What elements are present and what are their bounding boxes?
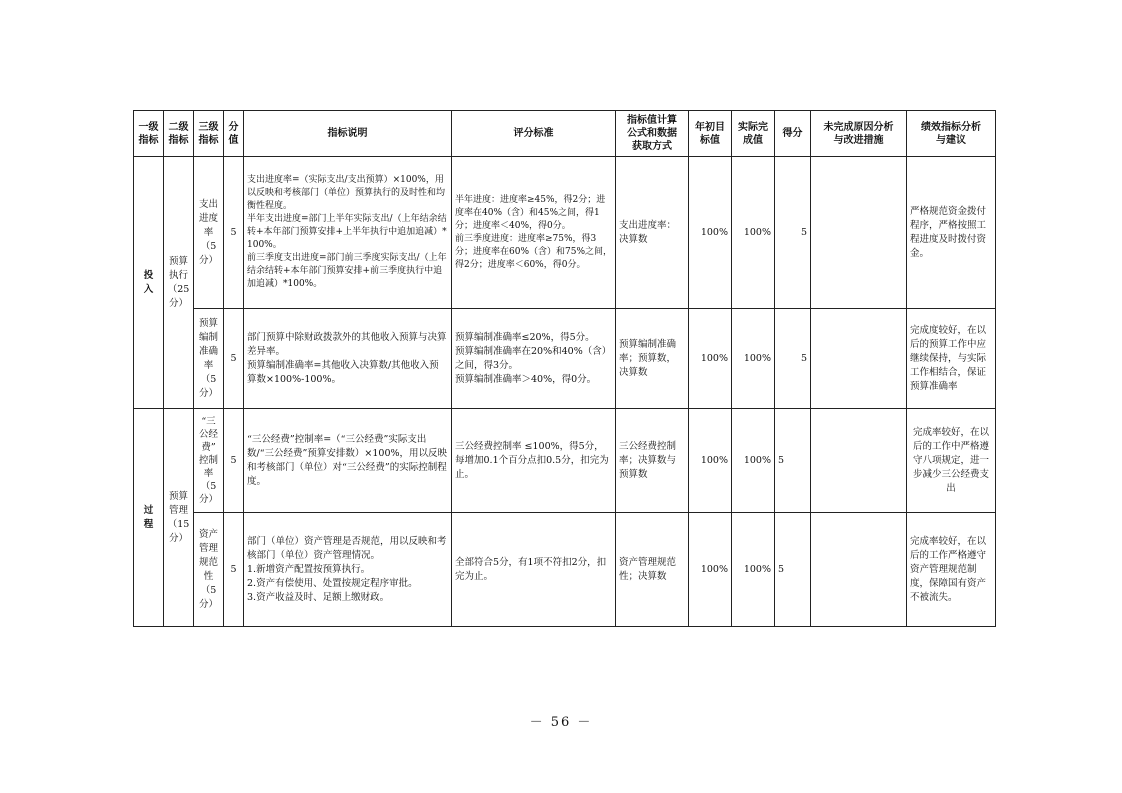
target-cell: 100% [689,157,732,309]
method-cell: 资产管理规范性；决算数 [616,513,689,627]
score-cell: 5 [775,157,811,309]
analysis-cell: 完成率较好，在以后的工作严格遵守资产管理规范制度，保障国有资产不被流失。 [907,513,996,627]
lvl2-cell: 预算 管理 （15 分） [164,409,194,627]
reason-cell [811,513,907,627]
analysis-cell: 完成率较好，在以后的工作中严格遵守八项规定，进一步减少三公经费支出 [907,409,996,513]
points-cell: 5 [224,409,244,513]
header-lvl3: 三级 指标 [194,111,224,157]
header-lvl1: 一级 指标 [134,111,164,157]
header-actual: 实际完 成值 [732,111,775,157]
method-cell: 三公经费控制率；决算数与预算数 [616,409,689,513]
points-cell: 5 [224,309,244,409]
desc-cell: 部门（单位）资产管理是否规范，用以反映和考核部门（单位）资产管理情况。 1.新增资产配置按预算执行。 2.资产有偿使用、处置按规定程序审批。 3.资产收益及时、足额上缴财政。 [244,513,452,627]
header-analysis: 绩效指标分析 与建议 [907,111,996,157]
reason-cell [811,157,907,309]
lvl3-cell: 支出 进度 率 （5 分） [194,157,224,309]
desc-cell: “三公经费”控制率=（“三公经费”实际支出数/“三公经费”预算安排数）×100%，用以反映和考核部门（单位）对“三公经费”的实际控制程度。 [244,409,452,513]
points-cell: 5 [224,513,244,627]
criteria-cell: 全部符合5分，有1项不符扣2分，扣完为止。 [452,513,616,627]
header-lvl2: 二级 指标 [164,111,194,157]
lvl3-cell: 资产 管理 规范 性 （5 分） [194,513,224,627]
reason-cell [811,309,907,409]
analysis-cell: 严格规范资金拨付程序，严格按照工程进度及时拨付资金。 [907,157,996,309]
header-desc: 指标说明 [244,111,452,157]
target-cell: 100% [689,409,732,513]
method-cell: 支出进度率：决算数 [616,157,689,309]
points-cell: 5 [224,157,244,309]
target-cell: 100% [689,513,732,627]
header-criteria: 评分标准 [452,111,616,157]
score-cell: 5 [775,513,811,627]
actual-cell: 100% [732,157,775,309]
header-method: 指标值计算 公式和数据 获取方式 [616,111,689,157]
header-target: 年初目 标值 [689,111,732,157]
table-row [134,409,996,513]
criteria-cell: 预算编制准确率≤20%，得5分。 预算编制准确率在20%和40%（含）之间，得3分。 预算编制准确率＞40%，得0分。 [452,309,616,409]
criteria-cell: 半年进度：进度率≥45%，得2分；进度率在40%（含）和45%之间，得1分；进度率＜40%，得0分。 前三季度进度：进度率≥75%，得3分；进度率在60%（含）和75%之间，得2分；进度率＜60%，得0分。 [452,157,616,309]
performance-indicator-table [133,110,996,627]
table-row [134,513,996,627]
score-cell: 5 [775,409,811,513]
header-score-value: 分 值 [224,111,244,157]
analysis-cell: 完成度较好，在以后的预算工作中应继续保持，与实际工作相结合，保证预算准确率 [907,309,996,409]
header-reason: 未完成原因分析 与改进措施 [811,111,907,157]
table-row [134,309,996,409]
lvl3-cell: 预算 编制 准确 率 （5 分） [194,309,224,409]
header-row [134,111,996,157]
method-cell: 预算编制准确率；预算数，决算数 [616,309,689,409]
actual-cell: 100% [732,513,775,627]
table-row [134,157,996,309]
performance-table-container [133,110,996,627]
desc-cell: 部门预算中除财政拨款外的其他收入预算与决算差异率。 预算编制准确率=其他收入决算数/其他收入预算数×100%-100%。 [244,309,452,409]
lvl3-cell: “三 公经 费” 控制 率 （5 分） [194,409,224,513]
score-cell: 5 [775,309,811,409]
page-number: － 56 － [529,715,593,730]
actual-cell: 100% [732,409,775,513]
criteria-cell: 三公经费控制率 ≤100%，得5分，每增加0.1个百分点扣0.5分，扣完为止。 [452,409,616,513]
desc-cell: 支出进度率=（实际支出/支出预算）×100%，用以反映和考核部门（单位）预算执行的及时性和均衡性程度。 半年支出进度=部门上半年实际支出/（上年结余结转+本年部门预算安排+上半年执行中追加追减）*100%。 前三季度支出进度=部门前三季度实际支出/（上年结余结转+本年部门预算安排+前三季度执行中追加追减）*100%。 [244,157,452,309]
target-cell: 100% [689,309,732,409]
actual-cell: 100% [732,309,775,409]
lvl2-cell: 预算 执行 （25 分） [164,157,194,409]
lvl1-cell: 过 程 [134,409,164,627]
reason-cell [811,409,907,513]
lvl1-cell: 投 入 [134,157,164,409]
header-score: 得分 [775,111,811,157]
